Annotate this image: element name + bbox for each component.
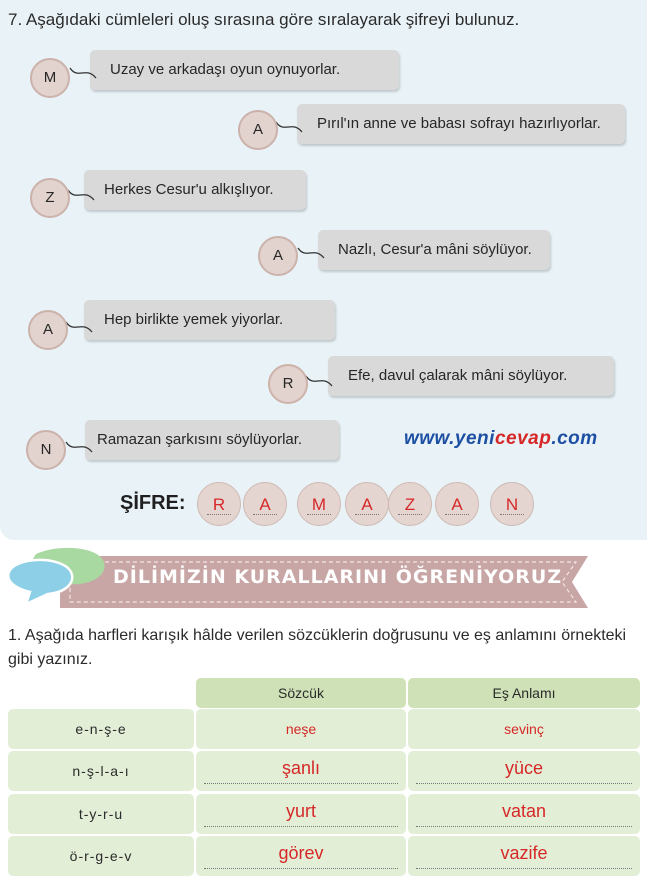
answer-synonym: vatan <box>501 801 547 821</box>
cipher-letter: R <box>197 482 241 526</box>
sentence-text-2: Pırıl'ın anne ve babası sofrayı hazırlıyorlar. <box>317 115 601 132</box>
sentence-card-4 <box>318 230 550 270</box>
answer-synonym: vazife <box>500 843 548 863</box>
connector-6 <box>304 372 334 392</box>
letter-circle-2: A <box>238 110 278 150</box>
cipher-letter: N <box>490 482 534 526</box>
letter-circle-7: N <box>26 430 66 470</box>
answer-word-cell <box>196 751 406 791</box>
cipher-letter: M <box>297 482 341 526</box>
sentence-card-3 <box>84 170 306 210</box>
sentence-card-1 <box>90 50 399 90</box>
sentence-card-5 <box>84 300 335 340</box>
sentence-text-7: Ramazan şarkısını söylüyorlar. <box>97 431 303 448</box>
answer-synonym-cell <box>408 836 640 876</box>
answer-synonym: sevinç <box>408 709 640 749</box>
answer-word-cell <box>196 794 406 834</box>
scrambled-word: ö-r-g-e-v <box>8 836 194 876</box>
letter-circle-5: A <box>28 310 68 350</box>
sentence-text-4: Nazlı, Cesur'a mâni söylüyor. <box>338 241 532 258</box>
sentence-text-3: Herkes Cesur'u alkışlıyor. <box>104 181 274 198</box>
connector-3 <box>66 186 96 206</box>
answer-synonym-cell <box>408 751 640 791</box>
connector-5 <box>64 318 94 338</box>
watermark: www.yenicevap.com <box>404 428 598 449</box>
connector-4 <box>296 244 326 264</box>
connector-1 <box>68 64 98 84</box>
answer-synonym-cell <box>408 794 640 834</box>
cipher-label: ŞİFRE: <box>120 492 186 514</box>
answer-word: şanlı <box>281 758 321 778</box>
letter-circle-6: R <box>268 364 308 404</box>
cipher-letter: A <box>243 482 287 526</box>
answer-word-cell <box>196 836 406 876</box>
letter-circle-4: A <box>258 236 298 276</box>
sentence-card-2 <box>297 104 625 144</box>
answer-word: neşe <box>196 709 406 749</box>
header-word: Sözcük <box>196 678 406 708</box>
scrambled-word: n-ş-l-a-ı <box>8 751 194 791</box>
header-synonym: Eş Anlamı <box>408 678 640 708</box>
sentence-text-1: Uzay ve arkadaşı oyun oynuyorlar. <box>110 61 341 78</box>
section-title: DİLİMİZİN KURALLARINI ÖĞRENİYORUZ <box>113 566 563 588</box>
sentence-card-6 <box>328 356 614 396</box>
question-7-title: 7. Aşağıdaki cümleleri oluş sırasına göre sıralayarak şifreyi bulunuz. <box>8 10 520 29</box>
answer-word: yurt <box>285 801 316 821</box>
letter-circle-1: M <box>30 58 70 98</box>
cipher-letter: A <box>345 482 389 526</box>
exercise-1-title: 1. Aşağıda harfleri karışık hâlde verilen sözcüklerin doğrusunu ve eş anlamını örnekteki gibi yazınız. <box>8 627 627 668</box>
scrambled-word: t-y-r-u <box>8 794 194 834</box>
sentence-card-7 <box>85 420 339 460</box>
letter-circle-3: Z <box>30 178 70 218</box>
answer-synonym: yüce <box>504 758 544 778</box>
sentence-text-5: Hep birlikte yemek yiyorlar. <box>104 311 284 328</box>
scrambled-word: e-n-ş-e <box>8 709 194 749</box>
answer-word: görev <box>278 843 324 863</box>
connector-2 <box>274 118 304 138</box>
sentence-text-6: Efe, davul çalarak mâni söylüyor. <box>348 367 568 384</box>
cipher-letter: Z <box>388 482 432 526</box>
connector-7 <box>64 438 94 458</box>
cipher-letter: A <box>435 482 479 526</box>
